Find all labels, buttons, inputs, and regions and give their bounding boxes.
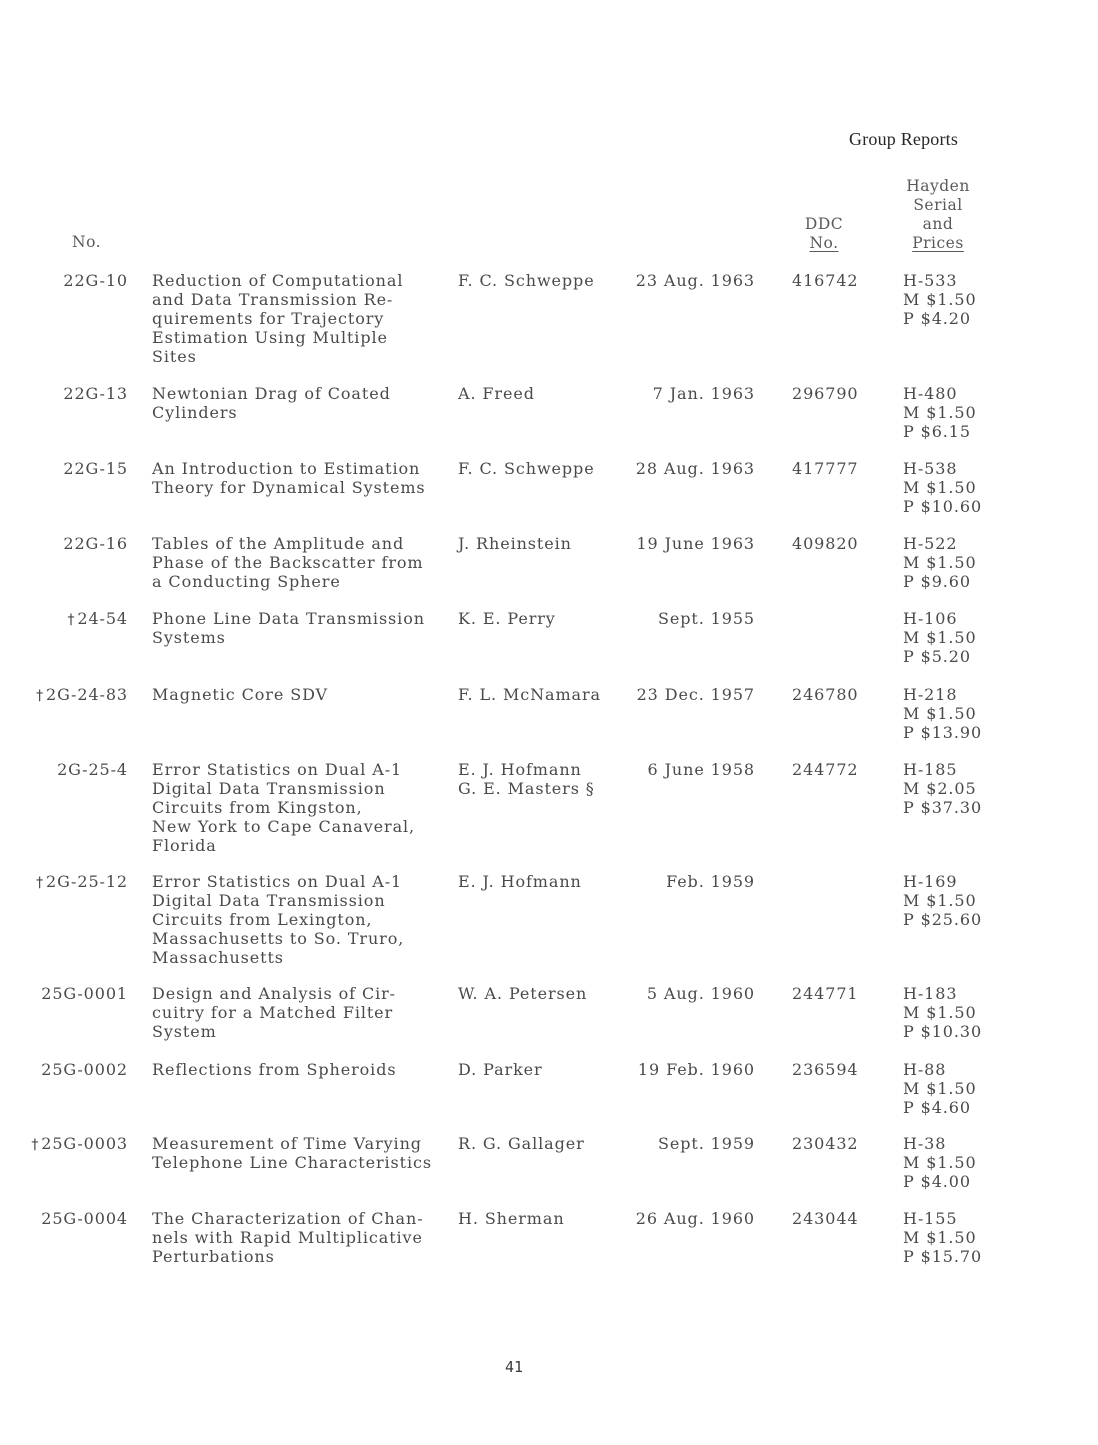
report-date: 19 June 1963 <box>636 534 755 553</box>
report-number-text: 25G-0001 <box>41 984 128 1003</box>
report-author: E. J. Hofmann G. E. Masters § <box>458 760 595 798</box>
dagger-mark: † <box>31 1137 40 1153</box>
column-header-ddc-line2: No. <box>809 234 839 252</box>
report-number-text: 24-54 <box>77 609 128 628</box>
report-author: E. J. Hofmann <box>458 872 582 891</box>
report-number-text: 22G-10 <box>63 271 128 290</box>
hayden-serial-prices: H-183 M $1.50 P $10.30 <box>903 984 983 1041</box>
report-author: R. G. Gallager <box>458 1134 585 1153</box>
report-date: 5 Aug. 1960 <box>646 984 755 1003</box>
hayden-serial-prices: H-106 M $1.50 P $5.20 <box>903 609 977 666</box>
hayden-serial-prices: H-538 M $1.50 P $10.60 <box>903 459 983 516</box>
report-number <box>26 1134 128 1155</box>
report-number <box>26 984 128 1003</box>
report-number <box>26 1060 128 1079</box>
report-number-text: 2G-25-12 <box>46 872 128 891</box>
ddc-number: 417777 <box>792 459 859 478</box>
report-author: D. Parker <box>458 1060 543 1079</box>
report-author: H. Sherman <box>458 1209 565 1228</box>
report-title: Measurement of Time Varying Telephone Line Characteristics <box>152 1134 432 1172</box>
report-author: F. C. Schweppe <box>458 459 595 478</box>
column-header-hayden-line2: Serial <box>913 196 963 214</box>
report-date: Sept. 1959 <box>658 1134 755 1153</box>
report-date: 28 Aug. 1963 <box>635 459 755 478</box>
column-header-no: No. <box>72 233 102 251</box>
report-title: Reflections from Spheroids <box>152 1060 397 1079</box>
report-number-text: 22G-16 <box>63 534 128 553</box>
report-date: 7 Jan. 1963 <box>652 384 755 403</box>
column-header-ddc-line1: DDC <box>804 215 844 233</box>
report-date: 23 Dec. 1957 <box>636 685 755 704</box>
report-title: Design and Analysis of Cir- cuitry for a Matched Filter System <box>152 984 396 1041</box>
ddc-number: 230432 <box>792 1134 859 1153</box>
report-number-text: 22G-13 <box>63 384 128 403</box>
hayden-serial-prices: H-218 M $1.50 P $13.90 <box>903 685 983 742</box>
hayden-serial-prices: H-155 M $1.50 P $15.70 <box>903 1209 983 1266</box>
report-number <box>26 609 128 630</box>
ddc-number: 416742 <box>792 271 859 290</box>
report-number <box>26 271 128 290</box>
hayden-serial-prices: H-185 M $2.05 P $37.30 <box>903 760 983 817</box>
report-number-text: 2G-25-4 <box>57 760 128 779</box>
report-author: F. C. Schweppe <box>458 271 595 290</box>
column-header-hayden <box>900 177 976 253</box>
report-title: Phone Line Data Transmission Systems <box>152 609 425 647</box>
ddc-number: 243044 <box>792 1209 859 1228</box>
report-title: Tables of the Amplitude and Phase of the Backscatter from a Conducting Sphere <box>152 534 424 591</box>
report-title: The Characterization of Chan- nels with Rapid Multiplicative Perturbations <box>152 1209 424 1266</box>
report-number-text: 25G-0003 <box>41 1134 128 1153</box>
report-date: 19 Feb. 1960 <box>637 1060 755 1079</box>
report-number <box>26 685 128 706</box>
report-title: Magnetic Core SDV <box>152 685 328 704</box>
hayden-serial-prices: H-522 M $1.50 P $9.60 <box>903 534 977 591</box>
report-date: 26 Aug. 1960 <box>635 1209 755 1228</box>
hayden-serial-prices: H-38 M $1.50 P $4.00 <box>903 1134 977 1191</box>
report-number-text: 22G-15 <box>63 459 128 478</box>
report-number-text: 25G-0004 <box>41 1209 128 1228</box>
column-header-hayden-line3: and <box>922 215 954 233</box>
report-author: J. Rheinstein <box>458 534 572 553</box>
report-author: W. A. Petersen <box>458 984 588 1003</box>
hayden-serial-prices: H-480 M $1.50 P $6.15 <box>903 384 977 441</box>
ddc-number: 246780 <box>792 685 859 704</box>
ddc-number: 296790 <box>792 384 859 403</box>
report-number <box>26 760 128 779</box>
report-author: K. E. Perry <box>458 609 556 628</box>
column-header-ddc <box>800 215 848 253</box>
report-author: F. L. McNamara <box>458 685 601 704</box>
report-title: Error Statistics on Dual A-1 Digital Data Transmission Circuits from Kingston, New York to Cape Canaveral, Florida <box>152 760 416 855</box>
ddc-number: 236594 <box>792 1060 859 1079</box>
ddc-number: 409820 <box>792 534 859 553</box>
ddc-number: 244771 <box>792 984 859 1003</box>
hayden-serial-prices: H-169 M $1.50 P $25.60 <box>903 872 983 929</box>
report-author: A. Freed <box>458 384 535 403</box>
report-date: Sept. 1955 <box>658 609 755 628</box>
report-title: Reduction of Computational and Data Transmission Re- quirements for Trajectory Estimation Using Multiple Sites <box>152 271 404 366</box>
report-number <box>26 384 128 403</box>
column-header-hayden-line4: Prices <box>912 234 964 252</box>
dagger-mark: † <box>67 612 76 628</box>
report-date: 6 June 1958 <box>647 760 755 779</box>
page-title: Group Reports <box>849 129 959 149</box>
report-number <box>26 534 128 553</box>
report-number <box>26 1209 128 1228</box>
report-title: An Introduction to Estimation Theory for Dynamical Systems <box>152 459 426 497</box>
column-header-hayden-line1: Hayden <box>906 177 970 195</box>
dagger-mark: † <box>36 875 44 891</box>
dagger-mark: † <box>36 688 44 704</box>
report-date: Feb. 1959 <box>666 872 755 891</box>
report-title: Newtonian Drag of Coated Cylinders <box>152 384 391 422</box>
report-number <box>26 459 128 478</box>
report-number <box>26 872 128 893</box>
page-number: 41 <box>504 1358 524 1376</box>
report-number-text: 2G-24-83 <box>46 685 128 704</box>
hayden-serial-prices: H-88 M $1.50 P $4.60 <box>903 1060 977 1117</box>
report-date: 23 Aug. 1963 <box>635 271 755 290</box>
hayden-serial-prices: H-533 M $1.50 P $4.20 <box>903 271 977 328</box>
ddc-number: 244772 <box>792 760 859 779</box>
report-number-text: 25G-0002 <box>41 1060 128 1079</box>
report-title: Error Statistics on Dual A-1 Digital Data Transmission Circuits from Lexington, Massachusetts to So. Truro, Massachusetts <box>152 872 405 967</box>
